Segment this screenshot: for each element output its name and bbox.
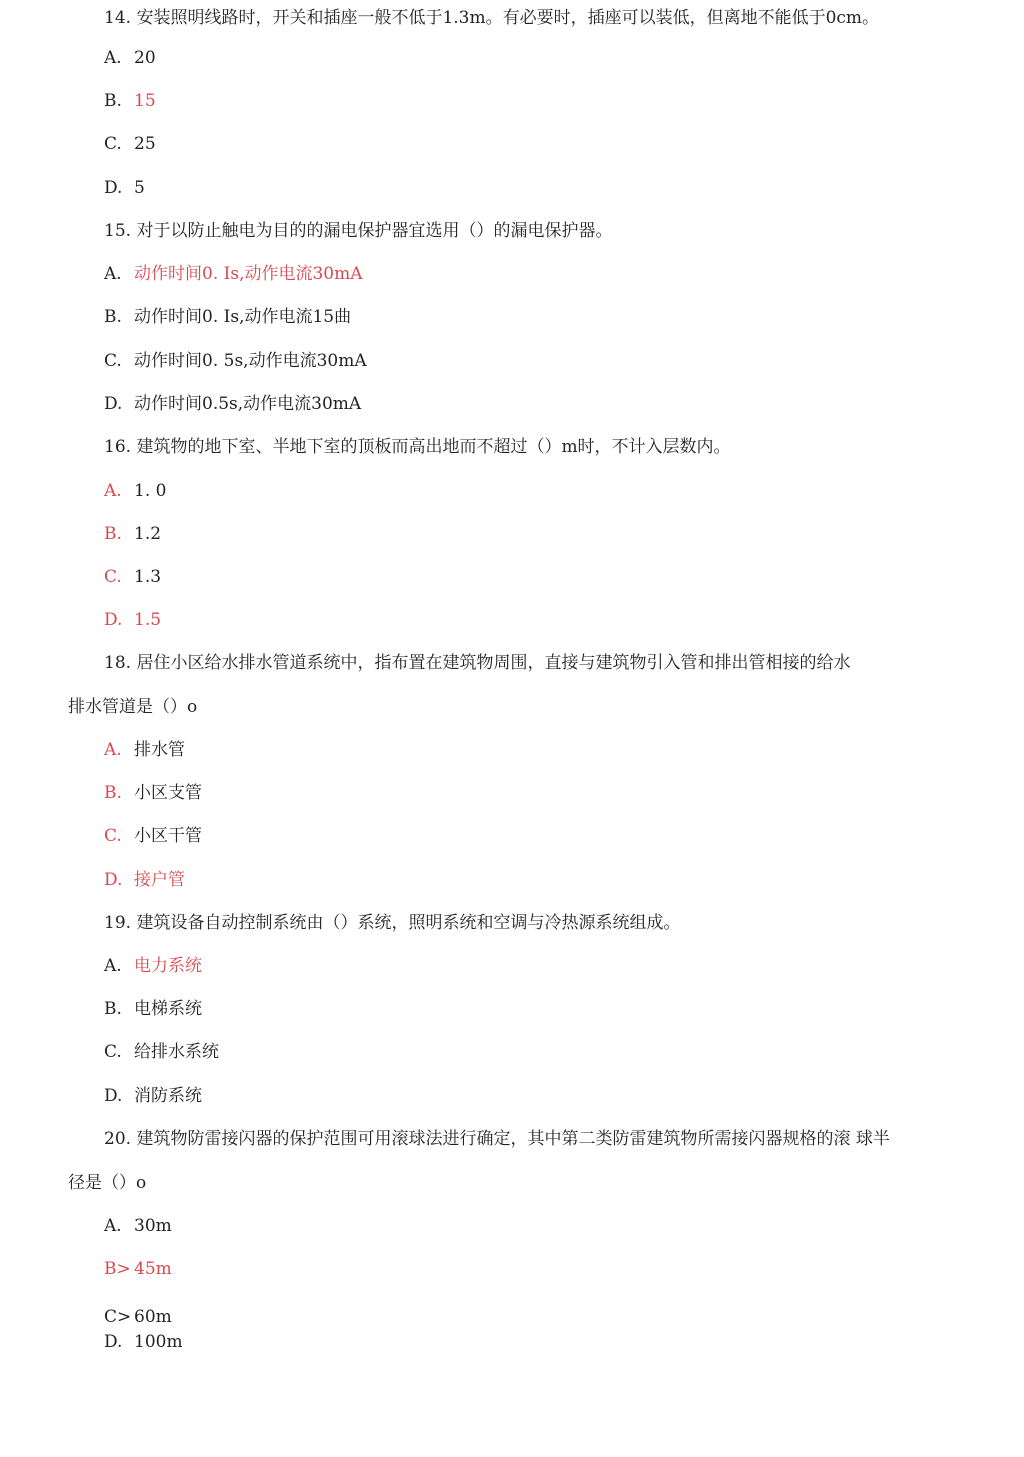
option-text: 电梯系统 — [134, 999, 202, 1019]
q15-option-a — [104, 263, 363, 285]
option-letter: D. — [104, 178, 123, 198]
option-text: 60m — [134, 1307, 172, 1327]
option-text-answer: 动作时间0. Is,动作电流30mA — [134, 264, 363, 284]
q14-option-b — [104, 90, 156, 112]
q16-option-c — [104, 566, 161, 588]
option-letter: D. — [104, 394, 123, 414]
option-text: 100m — [134, 1332, 183, 1352]
question-14-stem: 14. 安装照明线路时，开关和插座一般不低于1.3m。有必要时，插座可以装低，但离地不能低于0cm。 — [104, 8, 880, 28]
option-letter-answer: A. — [104, 740, 122, 760]
option-text: 动作时间0. Is,动作电流15曲 — [134, 307, 352, 327]
q19-option-a — [104, 955, 202, 977]
q19-option-b — [104, 998, 202, 1020]
q16-option-d — [104, 609, 161, 631]
question-18-stem: 18. 居住小区给水排水管道系统中，指布置在建筑物周围，直接与建筑物引入管和排出管相接的给水 — [104, 653, 851, 673]
option-letter: D. — [104, 1332, 123, 1352]
option-text: 1.2 — [134, 524, 162, 544]
option-text: 小区支管 — [134, 783, 202, 803]
option-text-answer: 接户管 — [134, 870, 185, 890]
option-letter-answer: C. — [104, 567, 122, 587]
option-text: 30m — [134, 1216, 172, 1236]
question-20-stem-continued: 径是（）o — [68, 1173, 147, 1193]
option-text: 20 — [134, 48, 156, 68]
option-letter: B. — [104, 91, 122, 111]
option-letter-answer: D. — [104, 610, 123, 630]
q18-option-d — [104, 869, 185, 891]
q20-option-c — [104, 1306, 172, 1328]
q18-option-a — [104, 739, 185, 761]
option-text-answer: 45m — [134, 1259, 172, 1279]
option-text: 消防系统 — [134, 1086, 202, 1106]
q20-option-d — [104, 1331, 183, 1353]
option-letter: A. — [104, 1216, 122, 1236]
option-letter: C. — [104, 134, 122, 154]
option-text: 小区干管 — [134, 826, 202, 846]
option-text: 1.3 — [134, 567, 162, 587]
option-text-answer: 15 — [134, 91, 156, 111]
q15-option-d — [104, 393, 361, 415]
q14-option-a — [104, 47, 156, 69]
option-text: 1. 0 — [134, 481, 167, 501]
option-letter: C. — [104, 351, 122, 371]
option-text-answer: 1.5 — [134, 610, 162, 630]
option-text: 5 — [134, 178, 145, 198]
option-letter-answer: C. — [104, 826, 122, 846]
option-text: 25 — [134, 134, 156, 154]
q18-option-b — [104, 782, 202, 804]
option-letter: C> — [104, 1307, 132, 1327]
option-letter: A. — [104, 956, 122, 976]
option-letter: B. — [104, 999, 122, 1019]
option-letter: C. — [104, 1042, 122, 1062]
q14-option-c — [104, 133, 156, 155]
question-16-stem: 16. 建筑物的地下室、半地下室的顶板而高出地而不超过（）m时，不计入层数内。 — [104, 437, 731, 457]
option-letter-answer: B. — [104, 524, 122, 544]
question-20-stem: 20. 建筑物防雷接闪器的保护范围可用滚球法进行确定，其中第二类防雷建筑物所需接闪器规格的滚 球半 — [104, 1129, 890, 1149]
q16-option-a — [104, 480, 166, 502]
q20-option-a — [104, 1215, 172, 1237]
q20-option-b — [104, 1258, 172, 1280]
q16-option-b — [104, 523, 161, 545]
question-18-stem-continued: 排水管道是（）o — [68, 697, 198, 717]
option-text: 排水管 — [134, 740, 185, 760]
q15-option-b — [104, 306, 351, 328]
q18-option-c — [104, 825, 202, 847]
option-text: 给排水系统 — [134, 1042, 219, 1062]
option-text: 动作时间0. 5s,动作电流30mA — [134, 351, 367, 371]
option-letter: B. — [104, 307, 122, 327]
option-letter-answer: B> — [104, 1259, 131, 1279]
option-letter-answer: A. — [104, 481, 122, 501]
question-15-stem: 15. 对于以防止触电为目的的漏电保护器宜选用（）的漏电保护器。 — [104, 221, 613, 241]
q19-option-c — [104, 1041, 219, 1063]
option-letter-answer: D. — [104, 870, 123, 890]
option-text-answer: 电力系统 — [134, 956, 202, 976]
option-letter-answer: B. — [104, 783, 122, 803]
option-letter: A. — [104, 264, 122, 284]
option-letter: A. — [104, 48, 122, 68]
q14-option-d — [104, 177, 145, 199]
option-letter: D. — [104, 1086, 123, 1106]
q19-option-d — [104, 1085, 202, 1107]
option-text: 动作时间0.5s,动作电流30mA — [134, 394, 362, 414]
question-19-stem: 19. 建筑设备自动控制系统由（）系统，照明系统和空调与冷热源系统组成。 — [104, 913, 681, 933]
q15-option-c — [104, 350, 367, 372]
